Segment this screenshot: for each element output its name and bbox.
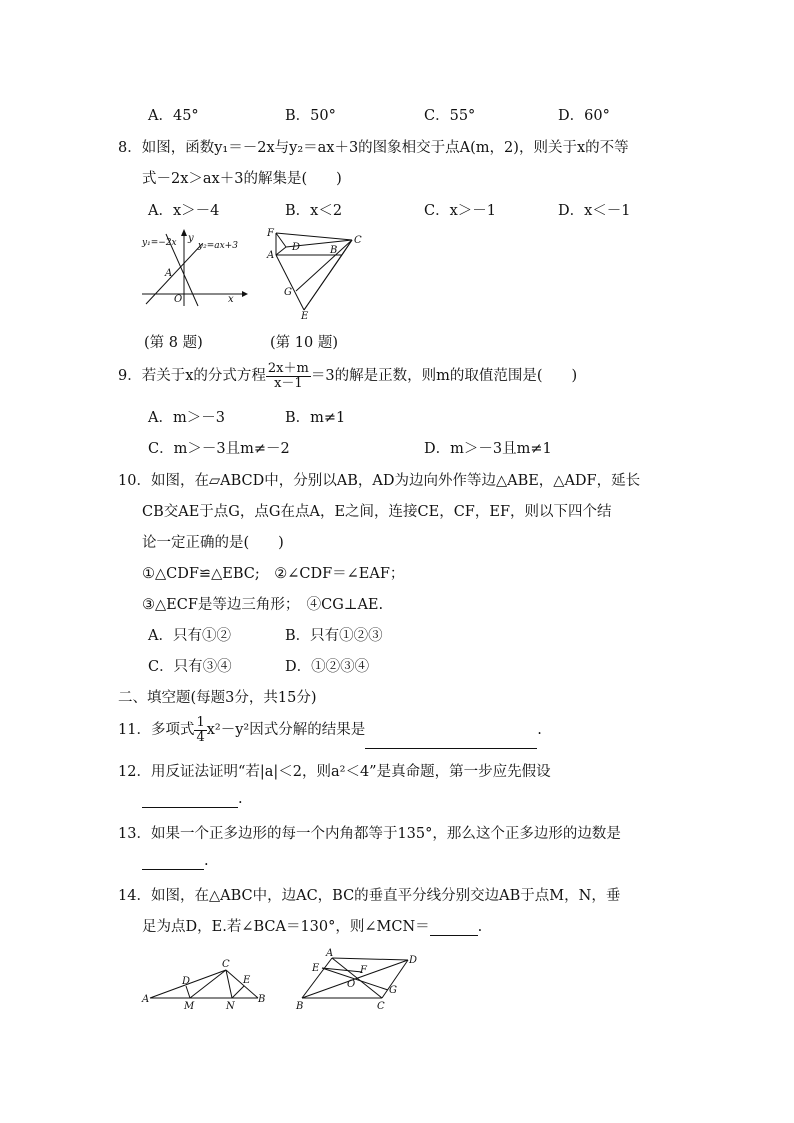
q10-option-a: A．只有①② xyxy=(148,628,231,644)
y-axis-arrow-icon xyxy=(181,229,187,236)
q10-line2: CB交AE于点G，点G在点A，E之间，连接CE，CF，EF，则以下四个结 xyxy=(142,504,612,520)
q11-end: . xyxy=(537,722,542,738)
q9-stem xyxy=(118,360,577,392)
section-2-heading: 二、填空题(每题3分，共15分) xyxy=(118,690,317,706)
label-y2: y₂=ax+3 xyxy=(198,241,238,251)
q9-fraction xyxy=(266,362,311,391)
q11-fraction xyxy=(194,716,206,745)
q12-line1: 12．用反证法证明“若|a|＜2，则a²＜4”是真命题，第一步应先假设 xyxy=(118,764,551,780)
label-f: F xyxy=(267,228,274,239)
q12-end: . xyxy=(238,791,243,807)
q7-option-c: C．55° xyxy=(424,108,476,124)
q14-end: . xyxy=(477,919,483,935)
label-m: M xyxy=(184,1001,195,1012)
q10-parallelogram-figure xyxy=(264,225,366,320)
label-g: G xyxy=(284,287,292,298)
q8-option-c: C．x＞－1 xyxy=(424,203,496,219)
label-g: G xyxy=(389,985,397,996)
q14-triangle-figure xyxy=(140,958,270,1014)
label-b: B xyxy=(258,994,266,1005)
q13-answer-line xyxy=(142,853,209,870)
label-c: C xyxy=(377,1001,385,1012)
label-n: N xyxy=(226,1001,235,1012)
label-e: E xyxy=(301,311,309,320)
q15-parallelogram-figure xyxy=(292,946,422,1014)
label-y1: y₁=−2x xyxy=(142,238,177,248)
label-o: O xyxy=(174,294,183,305)
q11-stem xyxy=(118,712,542,749)
q10-option-c: C．只有③④ xyxy=(148,659,232,675)
label-f: F xyxy=(360,965,367,976)
q11-answer-blank[interactable] xyxy=(365,712,537,749)
q10-line3: 论一定正确的是( ) xyxy=(142,535,284,551)
q14-line2-wrap xyxy=(142,915,482,936)
label-e: E xyxy=(312,963,320,974)
q12-answer-blank[interactable] xyxy=(142,791,238,808)
label-c: C xyxy=(222,959,230,970)
q8-figure-caption: (第 8 题) xyxy=(144,335,203,351)
q10-statement-1: ①△CDF≌△EBC; ②∠CDF＝∠EAF； xyxy=(142,566,405,582)
q10-statement-2: ③△ECF是等边三角形； ④CG⊥AE. xyxy=(142,597,384,613)
q8-line2: 式－2x＞ax＋3的解集是( ) xyxy=(142,171,342,187)
label-x: x xyxy=(228,294,234,305)
label-d: D xyxy=(182,976,191,987)
q8-option-b: B．x＜2 xyxy=(285,203,343,219)
q10-figure-caption: (第 10 题) xyxy=(270,335,338,351)
q8-option-a: A．x＞－4 xyxy=(148,203,220,219)
q14-answer-blank[interactable] xyxy=(430,919,478,936)
q7-option-b: B．50° xyxy=(285,108,336,124)
q8-option-d: D．x＜－1 xyxy=(558,203,631,219)
label-b: B xyxy=(330,245,338,256)
q13-line1: 13．如果一个正多边形的每一个内角都等于135°，那么这个正多边形的边数是 xyxy=(118,826,621,842)
label-a: A xyxy=(165,268,173,279)
q10-option-b: B．只有①②③ xyxy=(285,628,383,644)
q9-frac-den: x－1 xyxy=(274,375,303,391)
label-o: O xyxy=(347,979,356,990)
q9-suffix: ＝3的解是正数，则m的取值范围是( ) xyxy=(310,368,578,384)
q8-line1: 8．如图，函数y₁＝－2x与y₂＝ax＋3的图象相交于点A(m，2)，则关于x的不等 xyxy=(118,140,629,156)
q13-end: . xyxy=(204,853,209,869)
q13-answer-blank[interactable] xyxy=(142,853,204,870)
label-d: D xyxy=(409,955,418,966)
label-e: E xyxy=(243,975,251,986)
q11-frac-den: 4 xyxy=(196,729,205,745)
q9-option-c: C．m＞－3且m≠－2 xyxy=(148,441,290,457)
q9-option-b: B．m≠1 xyxy=(285,410,346,426)
q10-line1: 10．如图，在▱ABCD中，分别以AB，AD为边向外作等边△ABE，△ADF，延长 xyxy=(118,473,641,489)
q14-line1: 14．如图，在△ABC中，边AC，BC的垂直平分线分别交边AB于点M，N，垂 xyxy=(118,888,621,904)
label-d: D xyxy=(292,242,301,253)
q14-line2: 足为点D，E.若∠BCA＝130°，则∠MCN＝ xyxy=(142,919,430,935)
label-a: A xyxy=(142,994,150,1005)
label-y: y xyxy=(188,233,194,244)
q11-frac-num: 1 xyxy=(196,714,205,730)
q7-option-a: A．45° xyxy=(148,108,199,124)
q10-option-d: D．①②③④ xyxy=(285,659,370,675)
label-a: A xyxy=(326,948,334,959)
q9-option-d: D．m＞－3且m≠1 xyxy=(424,441,552,457)
q8-graph-figure xyxy=(138,228,248,308)
q7-option-d: D．60° xyxy=(558,108,610,124)
label-a: A xyxy=(267,250,275,261)
q9-frac-num: 2x＋m xyxy=(267,360,309,376)
label-c: C xyxy=(354,235,362,246)
label-b: B xyxy=(296,1001,304,1012)
q9-option-a: A．m＞－3 xyxy=(148,410,225,426)
q11-prefix: 11．多项式 xyxy=(118,722,195,738)
x-axis-arrow-icon xyxy=(242,291,248,297)
q9-prefix: 9．若关于x的分式方程 xyxy=(118,368,266,384)
q11-suffix: x²－y²因式分解的结果是 xyxy=(206,722,366,738)
q12-answer-line xyxy=(142,791,243,808)
